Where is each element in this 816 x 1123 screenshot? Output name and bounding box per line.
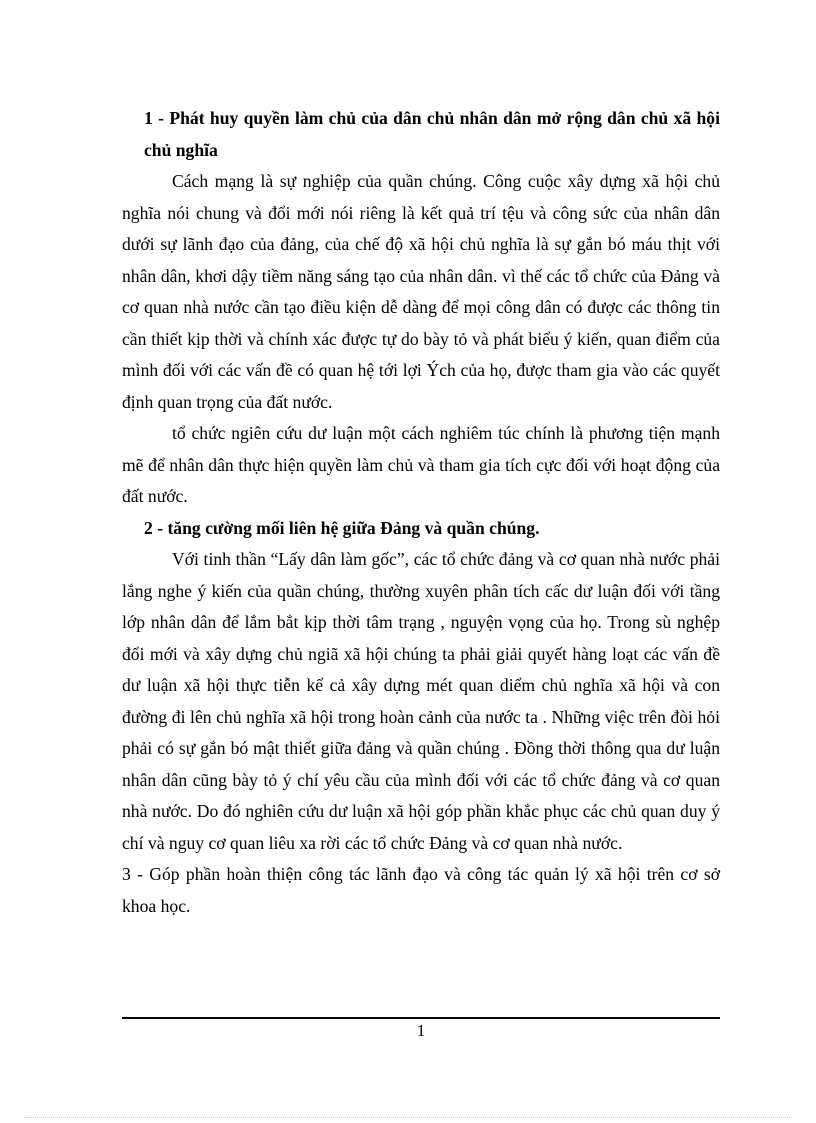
section-2-heading: 2 - tăng cường mối liên hệ giữa Đảng và quần chúng. bbox=[144, 517, 540, 538]
section-2-paragraph-1: Với tinh thần “Lấy dân làm gốc”, các tổ chức đảng và cơ quan nhà nước phải lắng nghe ý kiến của quần chúng, thường xuyên phân tích cấc dư luận đối với tầng lớp nhân dân để lắm bắt kịp thời tâm trạng , nguyện vọng của họ. Trong sù nghệp đổi mới và xây dựng chủ ngiã xã hội chúng ta phải giải quyết hàng loạt các vấn đề dư luận xã hội thực tiễn kể cả xây dựng mét quan diểm chủ nghĩa xã hội và con đường đi lên chủ nghĩa xã hội trong hoàn cảnh của nước ta . Những việc trên đòi hỏi phải có sự gắn bó mật thiết giữa đảng và quần chúng . Đồng thời thông qua dư luận nhân dân cũng bày tỏ ý chí yêu cầu của mình đối với các tổ chức đảng và cơ quan nhà nước. Do đó nghiên cứu dư luận xã hội góp phần khắc phục các chủ quan duy ý chí và nguy cơ quan liêu xa rời các tổ chức Đảng và cơ quan nhà nước. bbox=[122, 549, 720, 853]
page-number: 1 bbox=[416, 1021, 426, 1040]
section-3-heading: 3 - Góp phần hoàn thiện công tác lãnh đạo và công tác quản lý xã hội trên cơ sở khoa học. bbox=[122, 864, 720, 916]
section-1-heading: 1 - Phát huy quyền làm chủ của dân chủ nhân dân mở rộng dân chủ xã hội chủ nghĩa bbox=[144, 108, 720, 160]
document-body bbox=[122, 103, 720, 922]
section-1-paragraph-1: Cách mạng là sự nghiệp của quần chúng. Công cuộc xây dựng xã hội chủ nghĩa nói chung và đổi mới nói riêng là kết quả trí tệu và công sức của nhân dân dưới sự lãnh đạo của đảng, của chế độ xã hội chủ nghĩa là sự gắn bó máu thịt với nhân dân, khơi dậy tiềm năng sáng tạo của nhân dân. vì thế các tổ chức của Đảng và cơ quan nhà nước cần tạo điều kiện dễ dàng để mọi công dân có được các thông tin cần thiết kịp thời và chính xác được tự do bày tỏ và phát biểu ý kiến, quan điểm của mình đối với các vấn đề có quan hệ tới lợi Ých của họ, được tham gia vào các quyết định quan trọng của đất nước. bbox=[122, 171, 720, 412]
section-1-paragraph-2: tổ chức ngiên cứu dư luận một cách nghiêm túc chính là phương tiện mạnh mẽ để nhân dân thực hiện quyền làm chủ và tham gia tích cực đối với hoạt động của đất nước. bbox=[122, 423, 720, 506]
page-edge-divider bbox=[24, 1117, 792, 1118]
footer-divider bbox=[122, 1017, 720, 1019]
